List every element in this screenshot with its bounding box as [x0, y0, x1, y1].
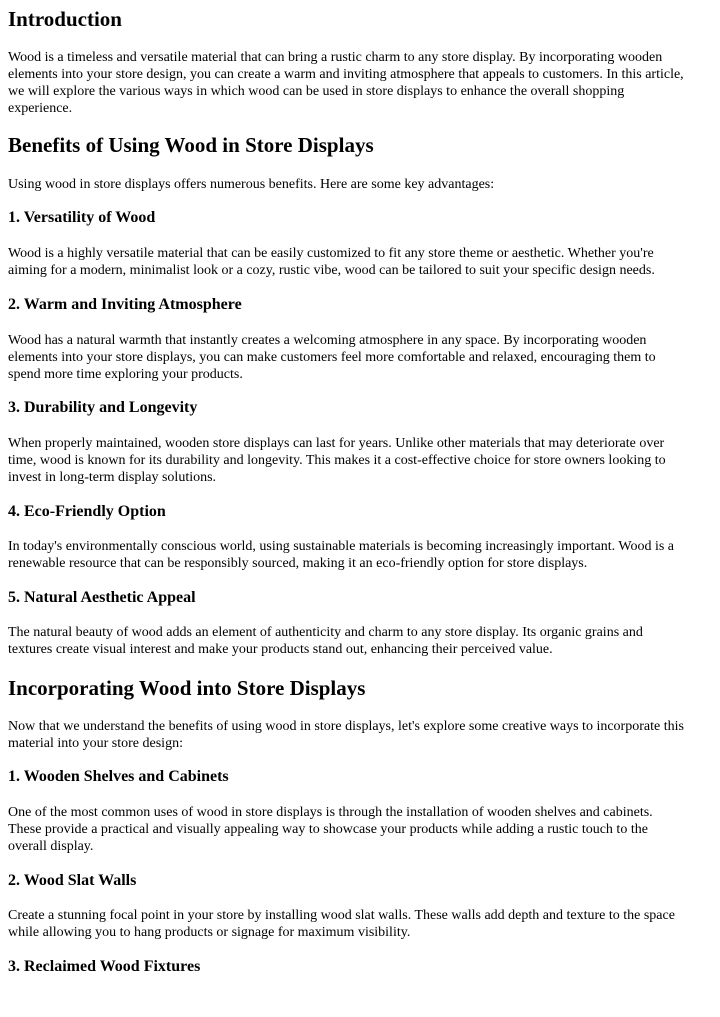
text-line: In today's environmentally conscious world, using sustainable materials is becoming increasingly important. Wood is a: [8, 539, 675, 554]
text-line: material into your store design:: [8, 736, 183, 751]
text-line: while allowing you to hang products or signage for maximum visibility.: [8, 925, 411, 940]
paragraph-eco-friendly: [8, 538, 674, 572]
paragraph-versatility: [8, 245, 655, 279]
text-line: spend more time exploring your products.: [8, 367, 243, 382]
heading-introduction: Introduction: [8, 7, 122, 31]
text-line: Using wood in store displays offers numerous benefits. Here are some key advantages:: [8, 177, 495, 192]
text-line: Now that we understand the benefits of using wood in store displays, let's explore some creative ways to incorporate this: [8, 719, 684, 734]
text-line: The natural beauty of wood adds an element of authenticity and charm to any store display. Its organic grains and: [8, 625, 643, 640]
text-line: aiming for a modern, minimalist look or a cozy, rustic vibe, wood can be tailored to suit your specific design needs.: [8, 263, 655, 278]
paragraph-introduction: [8, 49, 684, 117]
heading-incorporating: Incorporating Wood into Store Displays: [8, 676, 366, 700]
paragraph-durability: [8, 435, 666, 486]
text-line: Wood is a highly versatile material that can be easily customized to fit any store theme or aesthetic. Whether you're: [8, 246, 654, 261]
text-line: experience.: [8, 101, 73, 116]
subheading-versatility: 1. Versatility of Wood: [8, 209, 156, 226]
text-line: renewable resource that can be responsibly sourced, making it an eco-friendly option for store displays.: [8, 556, 588, 571]
paragraph-slat-walls: [8, 907, 675, 941]
subheading-warm-atmosphere: 2. Warm and Inviting Atmosphere: [8, 296, 242, 313]
subheading-eco-friendly: 4. Eco-Friendly Option: [8, 503, 166, 520]
paragraph-shelves-cabinets: [8, 804, 653, 855]
text-line: we will explore the various ways in which wood can be used in store displays to enhance the overall shopping: [8, 84, 625, 99]
paragraph-incorporating-intro: [8, 718, 684, 752]
text-line: invest in long-term display solutions.: [8, 470, 217, 485]
subheading-reclaimed-fixtures: 3. Reclaimed Wood Fixtures: [8, 958, 201, 975]
subheading-slat-walls: 2. Wood Slat Walls: [8, 872, 137, 889]
text-line: Create a stunning focal point in your store by installing wood slat walls. These walls add depth and texture to the space: [8, 908, 675, 923]
heading-benefits: Benefits of Using Wood in Store Displays: [8, 133, 374, 157]
subheading-aesthetic-appeal: 5. Natural Aesthetic Appeal: [8, 589, 196, 606]
paragraph-benefits-intro: [8, 176, 494, 193]
subheading-durability: 3. Durability and Longevity: [8, 399, 198, 416]
text-line: Wood is a timeless and versatile material that can bring a rustic charm to any store display. By incorporating wooden: [8, 50, 663, 65]
text-line: When properly maintained, wooden store displays can last for years. Unlike other materials that may deteriorate over: [8, 436, 665, 451]
subheading-shelves-cabinets: 1. Wooden Shelves and Cabinets: [8, 768, 229, 785]
text-line: One of the most common uses of wood in store displays is through the installation of wooden shelves and cabinets.: [8, 805, 653, 820]
text-line: overall display.: [8, 839, 94, 854]
paragraph-warm-atmosphere: [8, 332, 656, 383]
text-line: elements into your store displays, you can make customers feel more comfortable and relaxed, encouraging them to: [8, 350, 656, 365]
text-line: textures create visual interest and make your products stand out, enhancing their perceived value.: [8, 642, 553, 657]
text-line: elements into your store design, you can create a warm and inviting atmosphere that appeals to customers. In this article,: [8, 67, 684, 82]
text-line: These provide a practical and visually appealing way to showcase your products while adding a rustic touch to the: [8, 822, 648, 837]
text-line: Wood has a natural warmth that instantly creates a welcoming atmosphere in any space. By incorporating wooden: [8, 333, 647, 348]
paragraph-aesthetic-appeal: [8, 624, 643, 658]
text-line: time, wood is known for its durability and longevity. This makes it a cost-effective choice for store owners looking to: [8, 453, 666, 468]
